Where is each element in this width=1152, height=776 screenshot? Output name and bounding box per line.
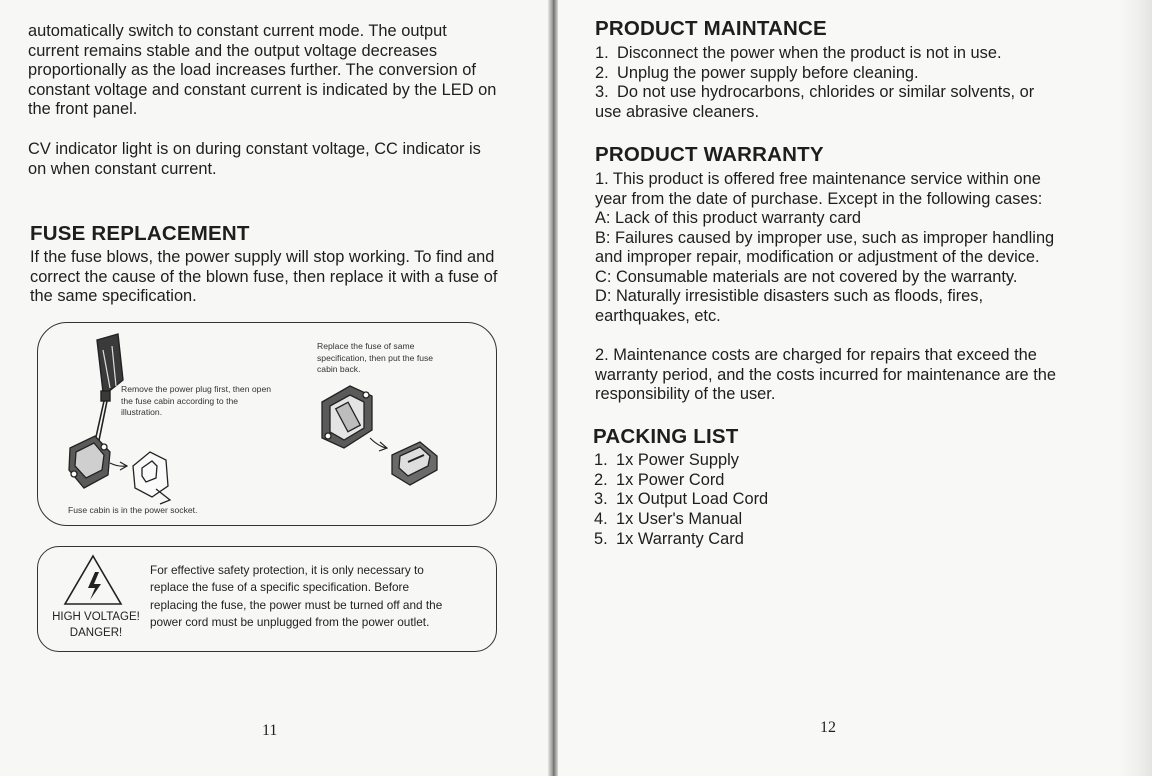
page-number-left: 11 [262,722,278,739]
list-item [595,44,1034,64]
page-number-right: 12 [820,719,836,736]
high-voltage-label: HIGH VOLTAGE! DANGER! [52,611,140,639]
warranty-paragraph-2: 2. Maintenance costs are charged for repairs that exceed the warranty period, and the costs incurred for maintenance are the responsibility of the user. [595,346,1057,403]
warning-text: For effective safety protection, it is only necessary to replace the fuse of a specific specification. Before replacing the fuse, the power must be turned off and the power cord must be unplugged from the power outlet. [150,563,443,630]
caption-replace-fuse: Replace the fuse of same specification, then put the fuse cabin back. [317,341,434,374]
packing-list [594,451,768,550]
list-text: 1x User's Manual [616,510,743,529]
list-number: 1. [595,44,609,62]
caption-fuse-cabin-location: Fuse cabin is in the power socket. [68,505,198,515]
list-number: 3. [595,83,609,102]
list-number: 5. [594,529,608,548]
list-number: 2. [594,470,608,489]
list-item [594,530,768,550]
list-item [594,510,768,530]
warranty-paragraph-1: 1. This product is offered free maintenance service within one year from the date of purchase. Except in the following cases: A: Lack of this product warranty card B: Failures caused by improper use, such as improper handling and improper repair, modification or adjustment of the device. C: Consumable materials are not covered by the warranty. D: Naturally irresistible disasters such as floods, fires, earthquakes, etc. [595,170,1055,325]
maintenance-list [595,44,1034,103]
list-text: Disconnect the power when the product is not in use. [617,44,1002,62]
maintenance-continuation: use abrasive cleaners. [595,103,759,121]
list-number: 2. [595,63,609,82]
list-number: 3. [594,490,608,509]
packing-list-heading: PACKING LIST [593,425,739,448]
list-number: 4. [594,510,608,529]
list-item [594,490,768,510]
page-edge-shadow [1118,0,1152,776]
list-item [595,64,1034,84]
list-text: 1x Output Load Cord [616,490,769,509]
list-number: 1. [594,451,608,469]
list-text: 1x Warranty Card [616,529,744,548]
intro-paragraph: automatically switch to constant current mode. The output current remains stable and the output voltage decreases proportionally as the load increases further. The conversion of constant voltage and constant current is indicated by the LED on the front panel. [28,22,497,118]
list-text: Unplug the power supply before cleaning. [617,63,919,82]
list-text: Do not use hydrocarbons, chlorides or similar solvents, or [617,83,1035,102]
list-text: 1x Power Cord [616,470,725,489]
fuse-replacement-heading: FUSE REPLACEMENT [30,222,250,245]
indicator-paragraph: CV indicator light is on during constant voltage, CC indicator is on when constant current. [28,140,481,178]
fuse-paragraph: If the fuse blows, the power supply will stop working. To find and correct the cause of the blown fuse, then replace it with a fuse of the same specification. [30,248,498,305]
product-maintenance-heading: PRODUCT MAINTANCE [595,17,827,40]
product-warranty-heading: PRODUCT WARRANTY [595,143,824,166]
list-text: 1x Power Supply [616,451,739,469]
list-item [594,471,768,491]
list-item [595,83,1034,103]
caption-remove-plug: Remove the power plug first, then open the fuse cabin according to the illustration. [121,384,272,417]
list-item [594,451,768,471]
